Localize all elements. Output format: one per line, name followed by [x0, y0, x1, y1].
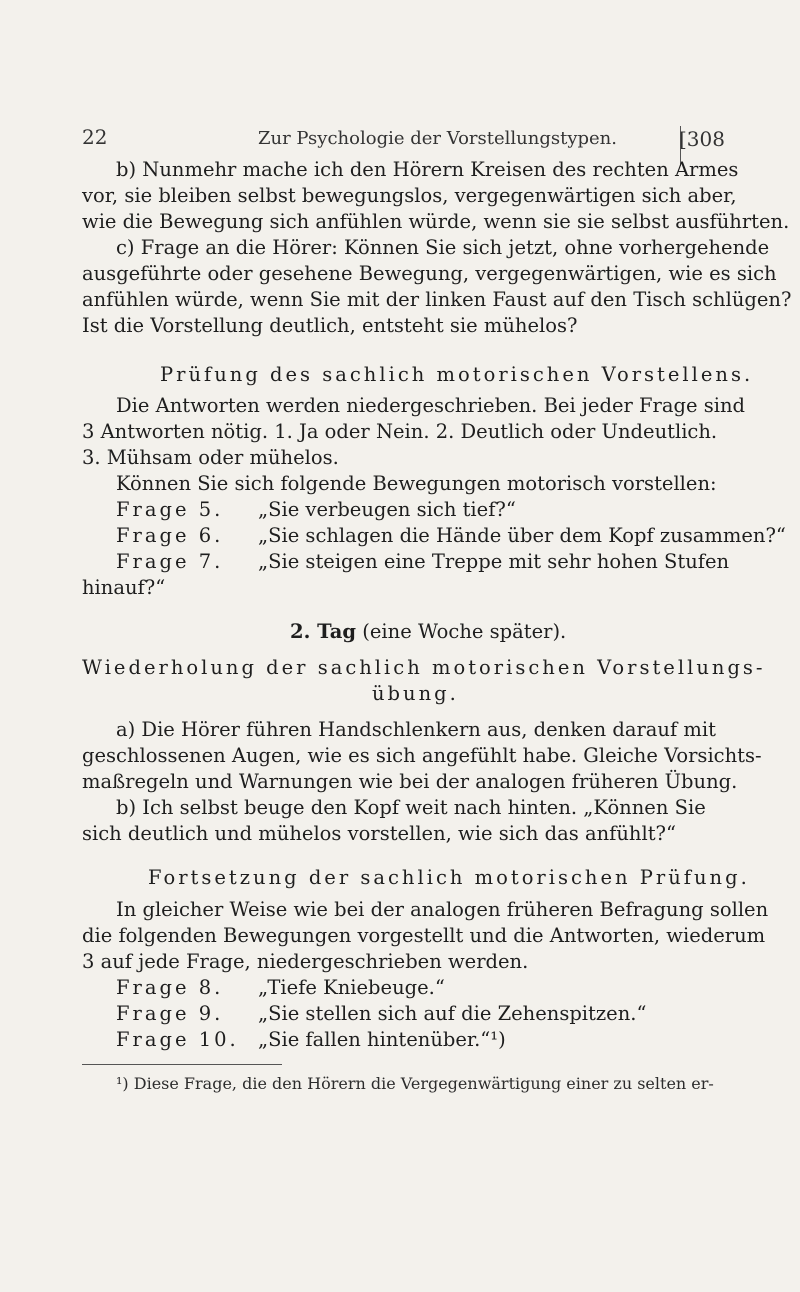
question-label: Frage 6.: [116, 524, 224, 547]
text-line: 3 auf jede Frage, niedergeschrieben werden.: [82, 950, 529, 973]
text-line: b) Ich selbst beuge den Kopf weit nach hinten. „Können Sie: [116, 796, 706, 819]
question-label: Frage 10.: [116, 1028, 239, 1051]
day-heading: [290, 620, 566, 644]
question-text: „Sie fallen hintenüber.“¹): [258, 1028, 506, 1051]
question-text: „Tiefe Kniebeuge.“: [258, 976, 445, 999]
page-number: 22: [82, 125, 108, 149]
text-line: die folgenden Bewegungen vorgestellt und die Antworten, wiederum: [82, 924, 766, 947]
day-heading-bold: 2. Tag: [290, 620, 357, 643]
text-line: Ist die Vorstellung deutlich, entsteht sie mühelos?: [82, 314, 578, 337]
section-number: [308: [679, 127, 725, 151]
question-label: Frage 5.: [116, 498, 224, 521]
footnote: ¹) Diese Frage, die den Hörern die Vergegenwärtigung einer zu selten er-: [116, 1074, 714, 1093]
question-label: Frage 8.: [116, 976, 224, 999]
text-line: ausgeführte oder gesehene Bewegung, vergegenwärtigen, wie es sich: [82, 262, 777, 285]
question-label: Frage 7.: [116, 550, 224, 573]
question-text: „Sie verbeugen sich tief?“: [258, 498, 516, 521]
text-line: c) Frage an die Hörer: Können Sie sich jetzt, ohne vorhergehende: [116, 236, 770, 259]
section-heading: Wiederholung der sachlich motorischen Vorstellungs-: [82, 656, 766, 679]
text-line: 3 Antworten nötig. 1. Ja oder Nein. 2. Deutlich oder Undeutlich.: [82, 420, 718, 443]
text-line: In gleicher Weise wie bei der analogen früheren Befragung sollen: [116, 898, 769, 921]
section-heading: Prüfung des sachlich motorischen Vorstellens.: [160, 363, 754, 386]
text-line: vor, sie bleiben selbst bewegungslos, vergegenwärtigen sich aber,: [82, 184, 737, 207]
section-heading: übung.: [372, 682, 459, 705]
text-line: maßregeln und Warnungen wie bei der analogen früheren Übung.: [82, 770, 738, 793]
text-line: a) Die Hörer führen Handschlenkern aus, denken darauf mit: [116, 718, 716, 741]
question-text: „Sie stellen sich auf die Zehenspitzen.“: [258, 1002, 647, 1025]
question-text: „Sie schlagen die Hände über dem Kopf zusammen?“: [258, 524, 786, 547]
text-line: Die Antworten werden niedergeschrieben. Bei jeder Frage sind: [116, 394, 745, 417]
section-heading: Fortsetzung der sachlich motorischen Prüfung.: [148, 866, 750, 889]
text-line: geschlossenen Augen, wie es sich angefühlt habe. Gleiche Vorsichts-: [82, 744, 762, 767]
question-label: Frage 9.: [116, 1002, 224, 1025]
text-line: hinauf?“: [82, 576, 166, 599]
text-line: anfühlen würde, wenn Sie mit der linken Faust auf den Tisch schlügen?: [82, 288, 792, 311]
running-title: Zur Psychologie der Vorstellungstypen.: [258, 128, 617, 149]
text-line: 3. Mühsam oder mühelos.: [82, 446, 339, 469]
day-heading-rest: (eine Woche später).: [362, 620, 567, 643]
text-line: sich deutlich und mühelos vorstellen, wie sich das anfühlt?“: [82, 822, 676, 845]
text-line: Können Sie sich folgende Bewegungen motorisch vorstellen:: [116, 472, 717, 495]
text-line: wie die Bewegung sich anfühlen würde, wenn sie sie selbst ausführten.: [82, 210, 790, 233]
question-text: „Sie steigen eine Treppe mit sehr hohen Stufen: [258, 550, 730, 573]
text-line: b) Nunmehr mache ich den Hörern Kreisen des rechten Armes: [116, 158, 739, 181]
footnote-rule: [82, 1064, 282, 1065]
